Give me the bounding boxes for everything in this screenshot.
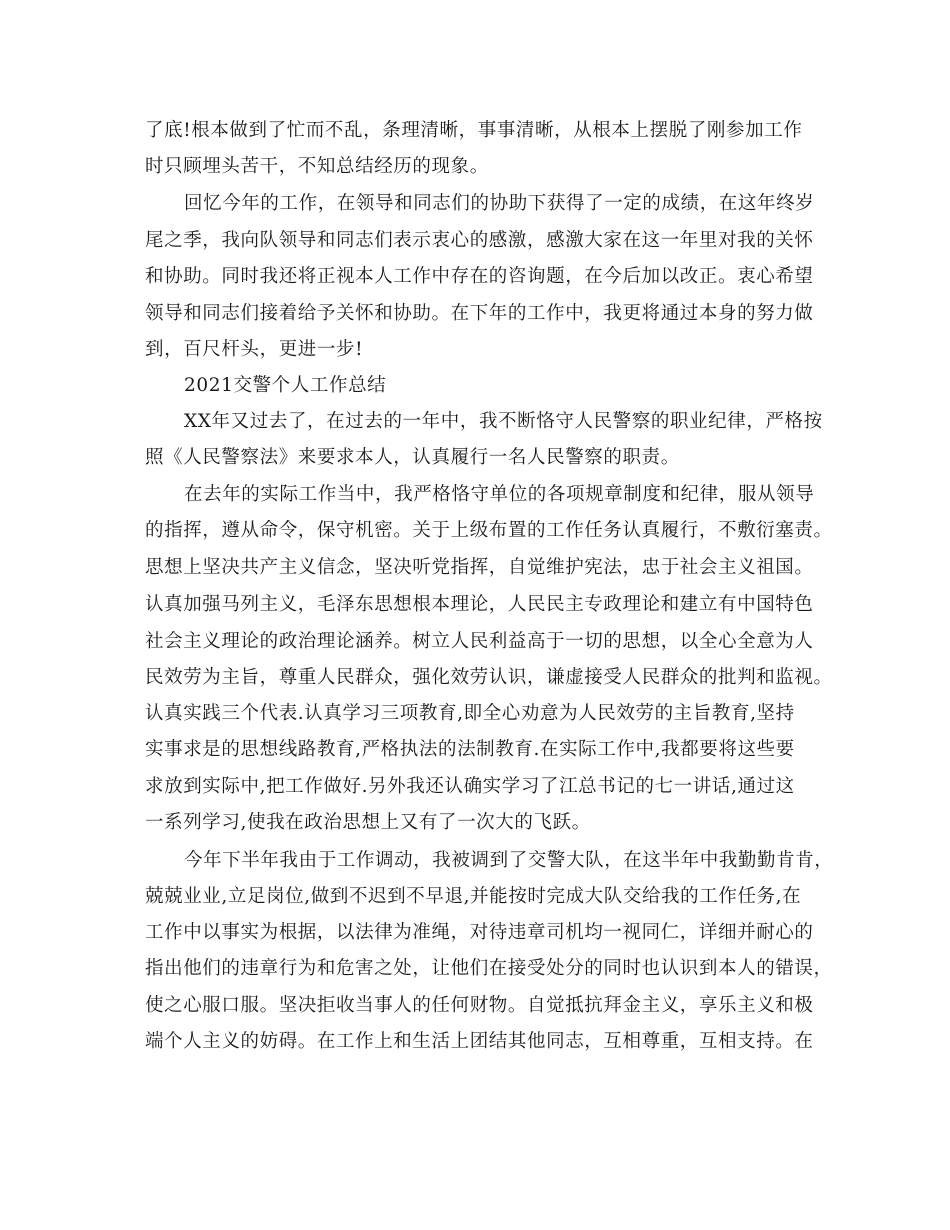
text-line: 和协助。同时我还将正视本人工作中存在的咨询题，在今后加以改正。衷心希望 — [145, 266, 814, 287]
paragraph-start-line: XX年又过去了，在过去的一年中，我不断恪守人民警察的职业纪律，严格按 — [184, 411, 823, 432]
paragraph-start-line: 在去年的实际工作当中，我严格恪守单位的各项规章制度和纪律，服从领导 — [184, 484, 815, 505]
text-line: 认真实践三个代表.认真学习三项教育,即全心劝意为人民效劳的主旨教育,坚持 — [145, 703, 795, 724]
text-line: 到，百尺杆头，更进一步! — [145, 339, 364, 360]
text-line: 领导和同志们接着给予关怀和协助。在下年的工作中，我更将通过本身的努力做 — [145, 303, 814, 324]
text-line: 民效劳为主旨，尊重人民群众，强化效劳认识，谦虚接受人民群众的批判和监视。 — [145, 667, 833, 688]
text-line: 使之心服口服。坚决拒收当事人的任何财物。自觉抵抗拜金主义，享乐主义和极 — [145, 995, 814, 1016]
text-line: 求放到实际中,把工作做好.另外我还认确实学习了江总书记的七一讲话,通过这 — [145, 776, 795, 797]
text-line: 了底!根本做到了忙而不乱，条理清晰，事事清晰，从根本上摆脱了刚参加工作 — [145, 120, 803, 141]
text-line: 工作中以事实为根据，以法律为准绳，对待违章司机均一视同仁，详细并耐心的 — [145, 922, 814, 943]
text-line: 照《人民警察法》来要求本人，认真履行一名人民警察的职责。 — [145, 447, 680, 468]
text-line: 认真加强马列主义，毛泽东思想根本理论，人民民主专政理论和建立有中国特色 — [145, 594, 814, 615]
paragraph-start-line: 今年下半年我由于工作调动，我被调到了交警大队，在这半年中我勤勤肯肯， — [184, 850, 834, 871]
text-line: 指出他们的违章行为和危害之处，让他们在接受处分的同时也认识到本人的错误， — [145, 958, 833, 979]
text-line: 的指挥，遵从命令，保守机密。关于上级布置的工作任务认真履行，不敷衍塞责。 — [145, 520, 833, 541]
text-line: 一系列学习,使我在政治思想上又有了一次大的飞跃。 — [145, 812, 591, 833]
text-line: 实事求是的思想线路教育,严格执法的法制教育.在实际工作中,我都要将这些要 — [145, 739, 795, 760]
section-heading: 2021交警个人工作总结 — [184, 375, 387, 396]
paragraph-start-line: 回忆今年的工作，在领导和同志们的协助下获得了一定的成绩，在这年终岁 — [184, 193, 815, 214]
text-line: 端个人主义的妨碍。在工作上和生活上团结其他同志，互相尊重，互相支持。在 — [145, 1031, 814, 1052]
text-line: 尾之季，我向队领导和同志们表示衷心的感激，感激大家在这一年里对我的关怀 — [145, 230, 814, 251]
text-line: 社会主义理论的政治理论涵养。树立人民利益高于一切的思想，以全心全意为人 — [145, 631, 814, 652]
text-line: 思想上坚决共产主义信念，坚决听党指挥，自觉维护宪法，忠于社会主义祖国。 — [145, 557, 814, 578]
text-line: 兢兢业业,立足岗位,做到不迟到不早退,并能按时完成大队交给我的工作任务,在 — [145, 886, 802, 907]
text-line: 时只顾埋头苦干，不知总结经历的现象。 — [145, 156, 489, 177]
